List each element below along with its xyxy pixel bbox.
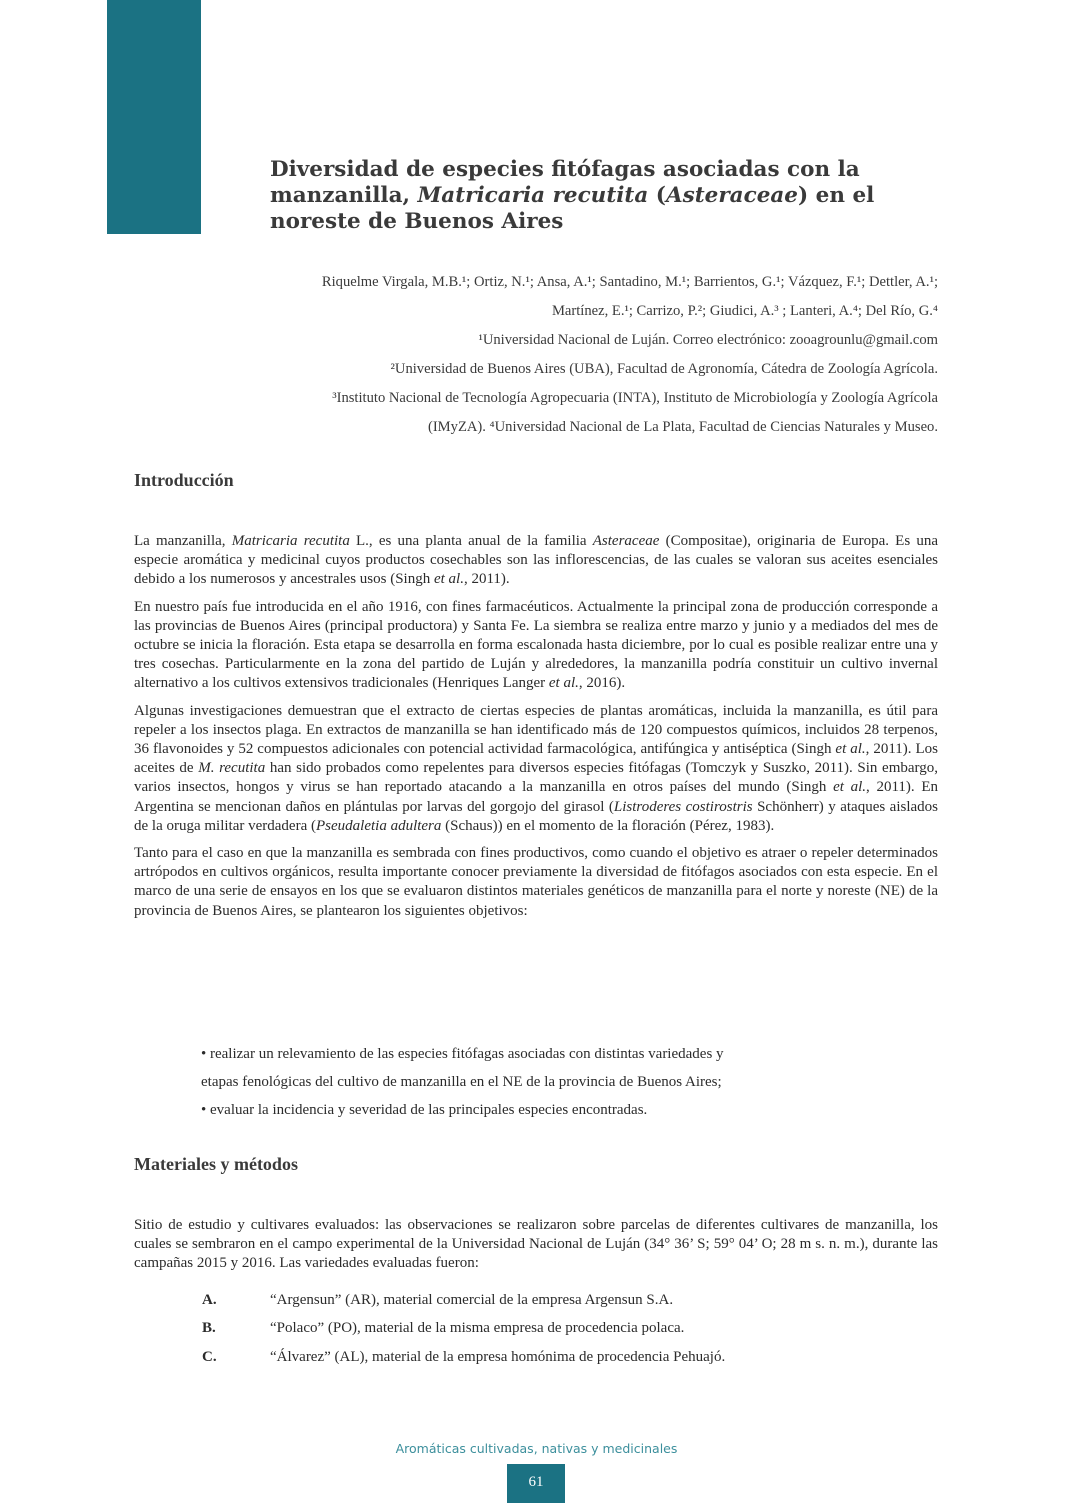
methods-body — [134, 1216, 938, 1282]
paragraph: En nuestro país fue introducida en el año 1916, con fines farmacéuticos. Actualmente la principal zona de producción corresponde a las provincias de Buenos Aires (principal productora) y Santa Fe. La siembra se realiza entre marzo y junio y a mediados del mes de octubre se inicia la floración. Esta etapa se desarrolla en forma escalonada hasta diciembre, por lo cual es posible realizar entre una y tres cosechas. Particularmente en la zona del partido de Luján y alrededores, la manzanilla podría constituir un cultivo invernal alternativo a los cultivos extensivos tradicionales (Henriques Langer et al., 2016). — [134, 598, 938, 692]
paragraph: La manzanilla, Matricaria recutita L., es una planta anual de la familia Asteraceae (Compositae), originaria de Europa. Es una especie aromática y medicinal cuyos productos cosechables son las inflorescencias, de las cuales se valoran sus aceites esenciales debido a los numerosos y ancestrales usos (Singh et al., 2011). — [134, 533, 939, 588]
list-item-text: “Polaco” (PO), material de la misma empresa de procedencia polaca. — [270, 1320, 685, 1337]
varieties-list — [202, 1286, 725, 1372]
introduction-body — [134, 532, 938, 929]
decorative-tab-block — [107, 0, 201, 234]
list-item-letter: C. — [202, 1348, 217, 1365]
list-item: etapas fenológicas del cultivo de manzanilla en el NE de la provincia de Buenos Aires; — [201, 1074, 722, 1090]
footer-book-title: Aromáticas cultivadas, nativas y medicinales — [395, 1441, 678, 1456]
affiliation-line: ¹Universidad Nacional de Luján. Correo electrónico: zooagrounlu@gmail.com — [478, 332, 938, 348]
list-item: • realizar un relevamiento de las especies fitófagas asociadas con distintas variedades y — [201, 1046, 724, 1062]
paragraph: Sitio de estudio y cultivares evaluados: las observaciones se realizaron sobre parcelas de diferentes cultivares de manzanilla, los cuales se sembraron en el campo experimental de la Universidad Nacional de Luján (34° 36’ S; 59° 04’ O; 28 m s. n. m.), durante las campañas 2015 y 2016. Las variedades evaluadas fueron: — [134, 1217, 938, 1272]
author-list-line: Riquelme Virgala, M.B.¹; Ortiz, N.¹; Ansa, A.¹; Santadino, M.¹; Barrientos, G.¹; Vázquez, F.¹; Dettler, A.¹; — [321, 274, 938, 290]
affiliation-line: ³Instituto Nacional de Tecnología Agropecuaria (INTA), Instituto de Microbiología y Zoología Agrícola — [332, 390, 938, 406]
section-heading-materiales: Materiales y métodos — [134, 1154, 298, 1174]
list-item — [202, 1315, 725, 1344]
section-heading-introduccion: Introducción — [134, 470, 234, 490]
list-item — [202, 1343, 725, 1372]
affiliation-line: (IMyZA). ⁴Universidad Nacional de La Plata, Facultad de Ciencias Naturales y Museo. — [427, 419, 938, 435]
list-item-text: “Argensun” (AR), material comercial de la empresa Argensun S.A. — [270, 1291, 674, 1308]
page-number: 61 — [507, 1464, 565, 1503]
list-item: • evaluar la incidencia y severidad de las principales especies encontradas. — [201, 1102, 648, 1118]
list-item-letter: B. — [202, 1320, 216, 1337]
objectives-list — [201, 1040, 931, 1124]
list-item-letter: A. — [202, 1291, 217, 1308]
paragraph: Algunas investigaciones demuestran que el extracto de ciertas especies de plantas aromáticas, incluida la manzanilla, es útil para repeler a los insectos plaga. En extractos de manzanilla se han identificado más de 120 compuestos químicos, incluidos 28 terpenos, 36 flavonoides y 52 compuestos adicionales con potencial actividad farmacológica, antifúngica y antiséptica (Singh et al., 2011). Los aceites de M. recutita han sido probados como repelentes para diversos especies fitófagas (Tomczyk y Suszko, 2011). Sin embargo, varios insectos, hongos y virus se han reportado atacando a la manzanilla en otros países del mundo (Singh et al., 2011). En Argentina se mencionan daños en plántulas por larvas del gorgojo del girasol (Listroderes costirostris Schönherr) y ataques aislados de la oruga militar verdadera (Pseudaletia adultera (Schaus)) en el momento de la floración (Pérez, 1983). — [134, 702, 939, 834]
authors-block — [140, 268, 938, 442]
author-list-line: Martínez, E.¹; Carrizo, P.²; Giudici, A.³ ; Lanteri, A.⁴; Del Río, G.⁴ — [551, 303, 938, 319]
page-title: Diversidad de especies fitófagas asociadas con la manzanilla, Matricaria recutita (Asteraceae) en el noreste de Buenos Aires — [270, 157, 875, 234]
list-item — [202, 1286, 725, 1315]
paragraph: Tanto para el caso en que la manzanilla es sembrada con fines productivos, como cuando el objetivo es atraer o repeler determinados artrópodos en cultivos orgánicos, resulta importante conocer previamente la diversidad de fitófagos asociados con esta especie. En el marco de una serie de ensayos en los que se evaluaron distintos materiales genéticos de manzanilla para el norte y noreste (NE) de la provincia de Buenos Aires, se plantearon los siguientes objetivos: — [134, 845, 938, 919]
affiliation-line: ²Universidad de Buenos Aires (UBA), Facultad de Agronomía, Cátedra de Zoología Agrícola. — [390, 361, 938, 377]
list-item-text: “Álvarez” (AL), material de la empresa homónima de procedencia Pehuajó. — [270, 1348, 726, 1365]
